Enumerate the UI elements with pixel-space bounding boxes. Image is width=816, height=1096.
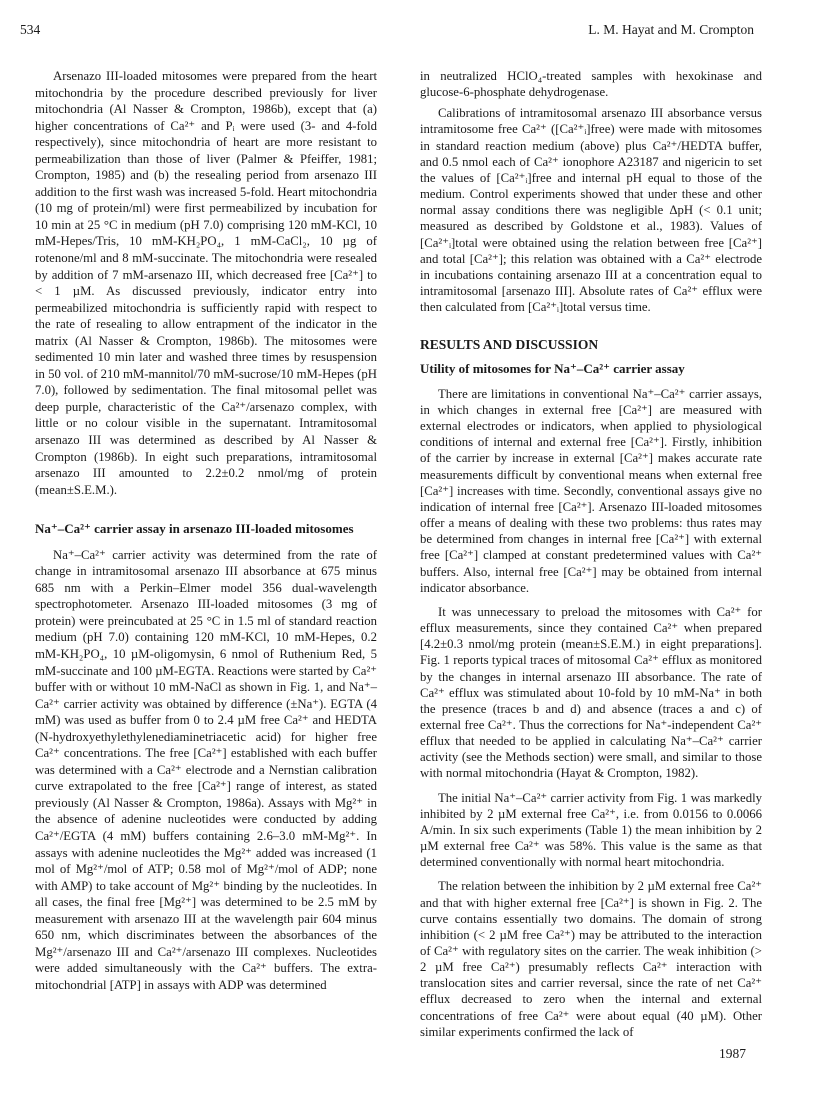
results-paragraph-limitations: There are limitations in conventional Na⁺–Ca²⁺ carrier assays, in which changes in external free [Ca²⁺] are measured with external electrodes or indicators, when applied to physiological conditions of internal and external free [Ca²⁺]. Firstly, inhibition of the carrier by increase in external [Ca²⁺] makes accurate rate measurements difficult by conventional means when external free [Ca²⁺] increases with time. Secondly, conventional assays give no indication of internal free [Ca²⁺]. Arsenazo III-loaded mitosomes offer a means of dealing with these two problems: thus rates may be determined from changes in internal free [Ca²⁺] with external free [Ca²⁺] clamped at constant predetermined values with Ca²⁺ buffers. Also, internal free [Ca²⁺] may be obtained from internal indicator absorbance.: [420, 386, 762, 595]
publication-year: 1987: [719, 1046, 746, 1061]
calibration-paragraph: Calibrations of intramitosomal arsenazo III absorbance versus intramitosome free Ca²⁺ ([Ca²⁺ᵢ]free) were made with mitosomes in standard reaction medium (above) plus Ca²⁺/HEDTA buffer, and 0.5 nmol each of Ca²⁺ ionophore A23187 and nigericin to set the values of [Ca²⁺ᵢ]free and internal pH equal to those of the medium. Control experiments showed that under these and other normal assay conditions there was negligible ΔpH (< 0.1 unit; measured as described by Goldstone et al., 1983). Values of [Ca²⁺ᵢ]total were obtained using the relation between free [Ca²⁺] and total [Ca²⁺]; this relation was obtained with a Ca²⁺ electrode in incubations containing arsenazo III at a concentration equal to intramitosomal [arsenazo III]. Absolute rates of Ca²⁺ efflux were then calculated from [Ca²⁺ᵢ]total versus time.: [420, 106, 762, 315]
methods-paragraph-carrier-assay: Na⁺–Ca²⁺ carrier activity was determined from the rate of change in intramitosomal arsenazo III absorbance at 675 minus 685 nm with a Perkin–Elmer model 356 dual-wavelength spectrophotometer. Arsenazo III-loaded mitosomes (3 mg of protein) were preincubated at 25 °C in 1.5 ml of standard reaction medium (pH 7.0) containing 120 mM-KCl, 10 mM-Hepes, 0.2 mM-KH₂PO₄, 10 µM-oligomysin, 6 nmol of Ruthenium Red, 5 mM-succinate and 100 µM-EGTA. Reactions were started by Ca²⁺ buffer with or without 10 mM-NaCl as shown in Fig. 1, and Na⁺–Ca²⁺ carrier activity was obtained by difference (±Na⁺). EGTA (4 mM) was used as buffer from 0 to 2.4 µM free Ca²⁺ and HEDTA (N-hydroxyethylethylenediaminetriacetic acid) for higher free Ca²⁺ concentrations. The free [Ca²⁺] established with each buffer was determined with a Ca²⁺ electrode and a Nernstian calibration curve extrapolated to the free [Ca²⁺] range of interest, as stated previously (Al Nasser & Crompton, 1986a). Assays with Mg²⁺ in the absence of adenine nucleotides were conducted by adding Ca²⁺/EGTA (4 mM) buffers containing 2.6–3.0 mM-Mg²⁺. In assays with adenine nucleotides the Mg²⁺ added was increased (1 mol of Mg²⁺/mol of ATP; 0.58 mol of Mg²⁺/mol of ADP; none with AMP) to take account of Mg²⁺ binding by the nucleotides. In all cases, the final free [Mg²⁺] was determined to be 2.5 mM by measurement with arsenazo III at the wavelength pair 604 minus 650 nm, which discriminates between the absorbances of the Mg²⁺/arsenazo III and Ca²⁺/arsenazo III complexes. Nucleotides were added simultaneously with the Ca²⁺ buffers. The extra-mitochondrial [ATP] in assays with ADP was determined: [35, 547, 377, 992]
results-paragraph-inhibition: The initial Na⁺–Ca²⁺ carrier activity from Fig. 1 was markedly inhibited by 2 µM external free Ca²⁺, i.e. from 0.0156 to 0.0066 A/min. In six such experiments (Table 1) the mean inhibition by 2 µM external free Ca²⁺ was 58%. This value is the same as that determined conventionally with normal heart mitochondria.: [420, 790, 762, 870]
section-heading-results: RESULTS AND DISCUSSION: [420, 337, 599, 353]
continued-paragraph: in neutralized HClO₄-treated samples with hexokinase and glucose-6-phosphate dehydrogenase.: [420, 69, 762, 100]
results-paragraph-two-domains: The relation between the inhibition by 2 µM external free Ca²⁺ and that with higher external free [Ca²⁺] is shown in Fig. 2. The curve contains essentially two domains. The domain of strong inhibition (< 2 µM free Ca²⁺) may be attributed to the interaction of Ca²⁺ with regulatory sites on the carrier. The weak inhibition (> 2 µM free Ca²⁺) presumably reflects Ca²⁺ interaction with translocation sites and carrier reversal, since the rate of net Ca²⁺ efflux decreased to zero when the internal and external concentrations of free Ca²⁺ were about equal (40 µM). Other similar experiments confirmed the lack of: [420, 879, 762, 1039]
right-column: [420, 68, 762, 1040]
results-paragraph-efflux-traces: It was unnecessary to preload the mitosomes with Ca²⁺ for efflux measurements, since they contained Ca²⁺ when prepared [4.2±0.3 nmol/mg protein (mean±S.E.M.) in eight preparations]. Fig. 1 reports typical traces of mitosomal Ca²⁺ efflux as monitored by the changes in internal arsenazo III absorbance. The rate of Ca²⁺ efflux was stimulated about 10-fold by 10 mM-Na⁺ in both the presence (traces b and d) and absence (traces a and c) of external free Ca²⁺. Thus the corrections for Na⁺-independent Ca²⁺ efflux that needed to be applied in calculating Na⁺–Ca²⁺ carrier activity (see the Methods section) were small, and similar to those with normal mitochondria (Hayat & Crompton, 1982).: [420, 604, 762, 781]
subsection-heading-utility: Utility of mitosomes for Na⁺–Ca²⁺ carrier assay: [420, 361, 685, 377]
methods-paragraph-mitosome-preparation: Arsenazo III-loaded mitosomes were prepared from the heart mitochondria by the procedure described previously for liver mitochondria (Al Nasser & Crompton, 1986b), except that (a) higher concentrations of Ca²⁺ and Pᵢ were used (3- and 4-fold respectively), since mitochondria of heart are more resistant to permeabilization than those of liver (Palmer & Pfeiffer, 1981; Crompton, 1985) and (b) the resealing period from arsenazo III addition to the first wash was increased 5-fold. Heart mitochondria (10 mg of protein/ml) were first permeabilized by incubation for 10 min at 25 °C in medium (pH 7.0) comprising 120 mM-KCl, 10 mM-Hepes/Tris, 10 mM-KH₂PO₄, 1 mM-CaCl₂, 10 µg of rotenone/ml and 8 mM-succinate. The mitochondria were resealed by addition of 7 mM-arsenazo III, which decreased free [Ca²⁺] to < 1 µM. As discussed previously, indicator entry into permeabilized mitochondria is sufficiently rapid with respect to the rate of resealing to allow entrapment of the indicator in the matrix (Al Nasser & Crompton, 1986b). The mitosomes were sedimented 10 min later and washed three times by resuspension in 50 vol. of 210 mM-mannitol/70 mM-sucrose/10 mM-Hepes (pH 7.0), followed by sedimentation. The final mitosomal pellet was deep purple, characteristic of the Ca²⁺/arsenazo complex, with little or no colour visible in the supernatant. Intramitosomal arsenazo III was determined as described by Al Nasser & Crompton (1986b). In eight such preparations, intramitosomal arsenazo III amounted to 2.2±0.2 nmol/mg of protein (mean±S.E.M.).: [35, 69, 377, 497]
subsection-heading-carrier-assay: Na⁺–Ca²⁺ carrier assay in arsenazo III-loaded mitosomes: [35, 521, 354, 537]
page-number: 534: [20, 22, 41, 37]
left-column: [35, 68, 377, 993]
running-head: L. M. Hayat and M. Crompton: [588, 22, 754, 37]
